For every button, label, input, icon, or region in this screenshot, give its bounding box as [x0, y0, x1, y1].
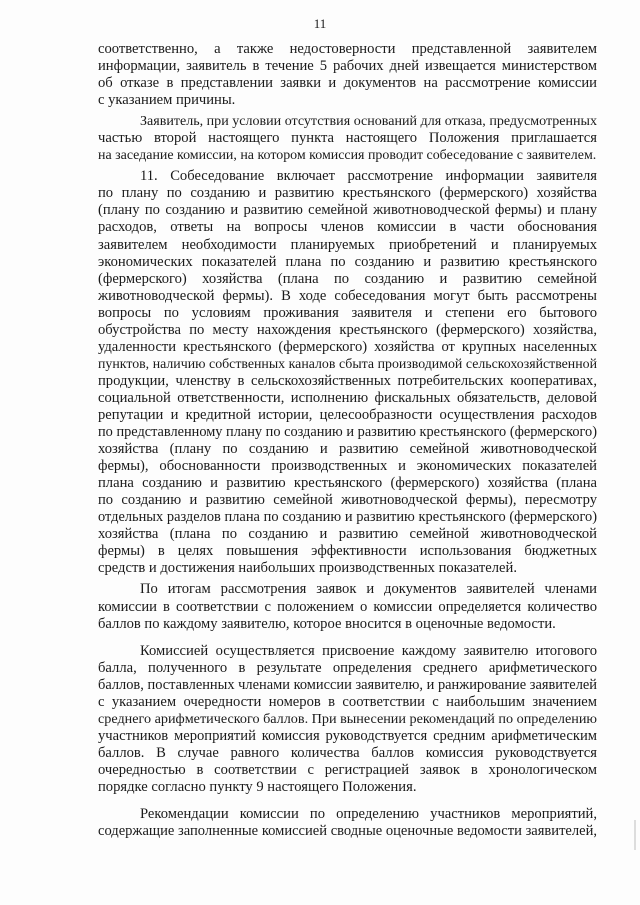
- text-line: удаленности крестьянского (фермерского) хозяйства от крупных населенных: [98, 338, 597, 355]
- paragraph: [98, 643, 597, 796]
- text-line: об отказе в представлении заявки и документов на рассмотрение комиссии: [98, 75, 597, 92]
- text-line: репутации и кредитной истории, целесообразности осуществления расходов: [98, 406, 597, 423]
- text-line: балла, полученного в результате определения среднего арифметического: [98, 659, 597, 676]
- paragraph: [98, 41, 597, 109]
- document-body: [98, 41, 597, 840]
- text-line: по представленному плану по созданию и развитию крестьянского (фермерского): [98, 424, 597, 441]
- text-line: Рекомендации комиссии по определению участников мероприятий,: [140, 806, 597, 823]
- text-line: животноводческой фермы). В ходе собеседования могут быть рассмотрены: [98, 287, 597, 304]
- text-line: баллов, поставленных членами комиссии заявителю, и ранжирование заявителей: [98, 676, 597, 693]
- text-line: частью второй настоящего пункта настоящего Положения приглашается: [98, 130, 597, 147]
- text-line: средств и достижения наибольших производственных показателей.: [98, 560, 517, 577]
- paragraph: [98, 806, 597, 840]
- text-line: вопросы по условиям проживания заявителя и степени его бытового: [98, 304, 597, 321]
- text-line: очередностью в соответствии с регистрацией заявок в хронологическом: [98, 761, 597, 778]
- text-line: пунктов, наличию собственных каналов сбыта производимой сельскохозяйственной: [98, 356, 597, 372]
- text-line: баллов по каждому заявителю, которое вносится в оценочные ведомости.: [98, 615, 556, 632]
- text-line: заявителем необходимости планируемых приобретений и планируемых: [98, 236, 597, 253]
- text-line: по созданию и развитию семейной животноводческой фермы), пересмотру: [98, 492, 597, 509]
- text-line: (плану по созданию и развитию семейной животноводческой фермы) и плану: [98, 202, 597, 219]
- text-line: фермы) в целях повышения эффективности использования бюджетных: [98, 543, 597, 560]
- text-line: фермы), обоснованности производственных и экономических показателей: [98, 458, 597, 475]
- text-line: содержащие заполненные комиссией сводные оценочные ведомости заявителей,: [98, 823, 597, 840]
- paragraph: [98, 168, 597, 577]
- text-line: хозяйства (плана по созданию и развитию семейной животноводческой: [98, 526, 597, 543]
- text-line: отдельных разделов плана по созданию и развитию крестьянского (фермерского): [98, 509, 597, 526]
- text-line: (фермерского) хозяйства (плана по созданию и развитию семейной: [98, 270, 597, 287]
- text-line: Заявитель, при условии отсутствия оснований для отказа, предусмотренных: [140, 113, 597, 130]
- text-line: баллов. В случае равного количества баллов комиссия руководствуется: [98, 744, 597, 761]
- text-line: с указанием причины.: [98, 92, 236, 109]
- text-line: 11. Собеседование включает рассмотрение информации заявителя: [140, 168, 597, 185]
- page-number: 11: [313, 16, 327, 31]
- text-line: участников мероприятий комиссия руководствуется средним арифметическим: [98, 727, 597, 744]
- text-line: плана созданию и развитию крестьянского (фермерского) хозяйства (плана: [98, 475, 597, 492]
- text-line: социальной ответственности, исполнению фискальных обязательств, деловой: [98, 389, 597, 406]
- text-line: с указанием очередности номеров в соответствии с наибольшим значением: [98, 693, 597, 710]
- text-line: Комиссией осуществляется присвоение каждому заявителю итогового: [140, 642, 597, 659]
- text-line: порядке согласно пункту 9 настоящего Положения.: [98, 778, 417, 795]
- paragraph: [98, 581, 597, 632]
- text-line: соответственно, а также недостоверности представленной заявителем: [98, 41, 597, 57]
- text-line: на заседание комиссии, на котором комиссия проводит собеседование с заявителем.: [98, 148, 597, 164]
- text-line: расходов, ответы на вопросы членов комиссии в части обоснования: [98, 219, 597, 236]
- text-line: обустройства по месту нахождения крестьянского (фермерского) хозяйства,: [98, 321, 597, 338]
- text-line: среднего арифметического баллов. При вынесении рекомендаций по определению: [98, 710, 597, 727]
- scan-edge-mark: [634, 820, 636, 850]
- text-line: По итогам рассмотрения заявок и документов заявителей членами: [140, 581, 597, 598]
- text-line: экономических показателей плана по созданию и развитию крестьянского: [98, 253, 597, 270]
- text-line: по плану по созданию и развитию крестьянского (фермерского) хозяйства: [98, 185, 597, 202]
- text-line: информации, заявитель в течение 5 рабочих дней извещается министерством: [98, 58, 597, 75]
- text-line: продукции, членству в сельскохозяйственных потребительских кооперативах,: [98, 372, 597, 389]
- text-line: комиссии в соответствии с положением о комиссии определяется количество: [98, 598, 597, 615]
- paragraph: [98, 113, 597, 164]
- text-line: хозяйства (плану по созданию и развитию семейной животноводческой: [98, 441, 597, 458]
